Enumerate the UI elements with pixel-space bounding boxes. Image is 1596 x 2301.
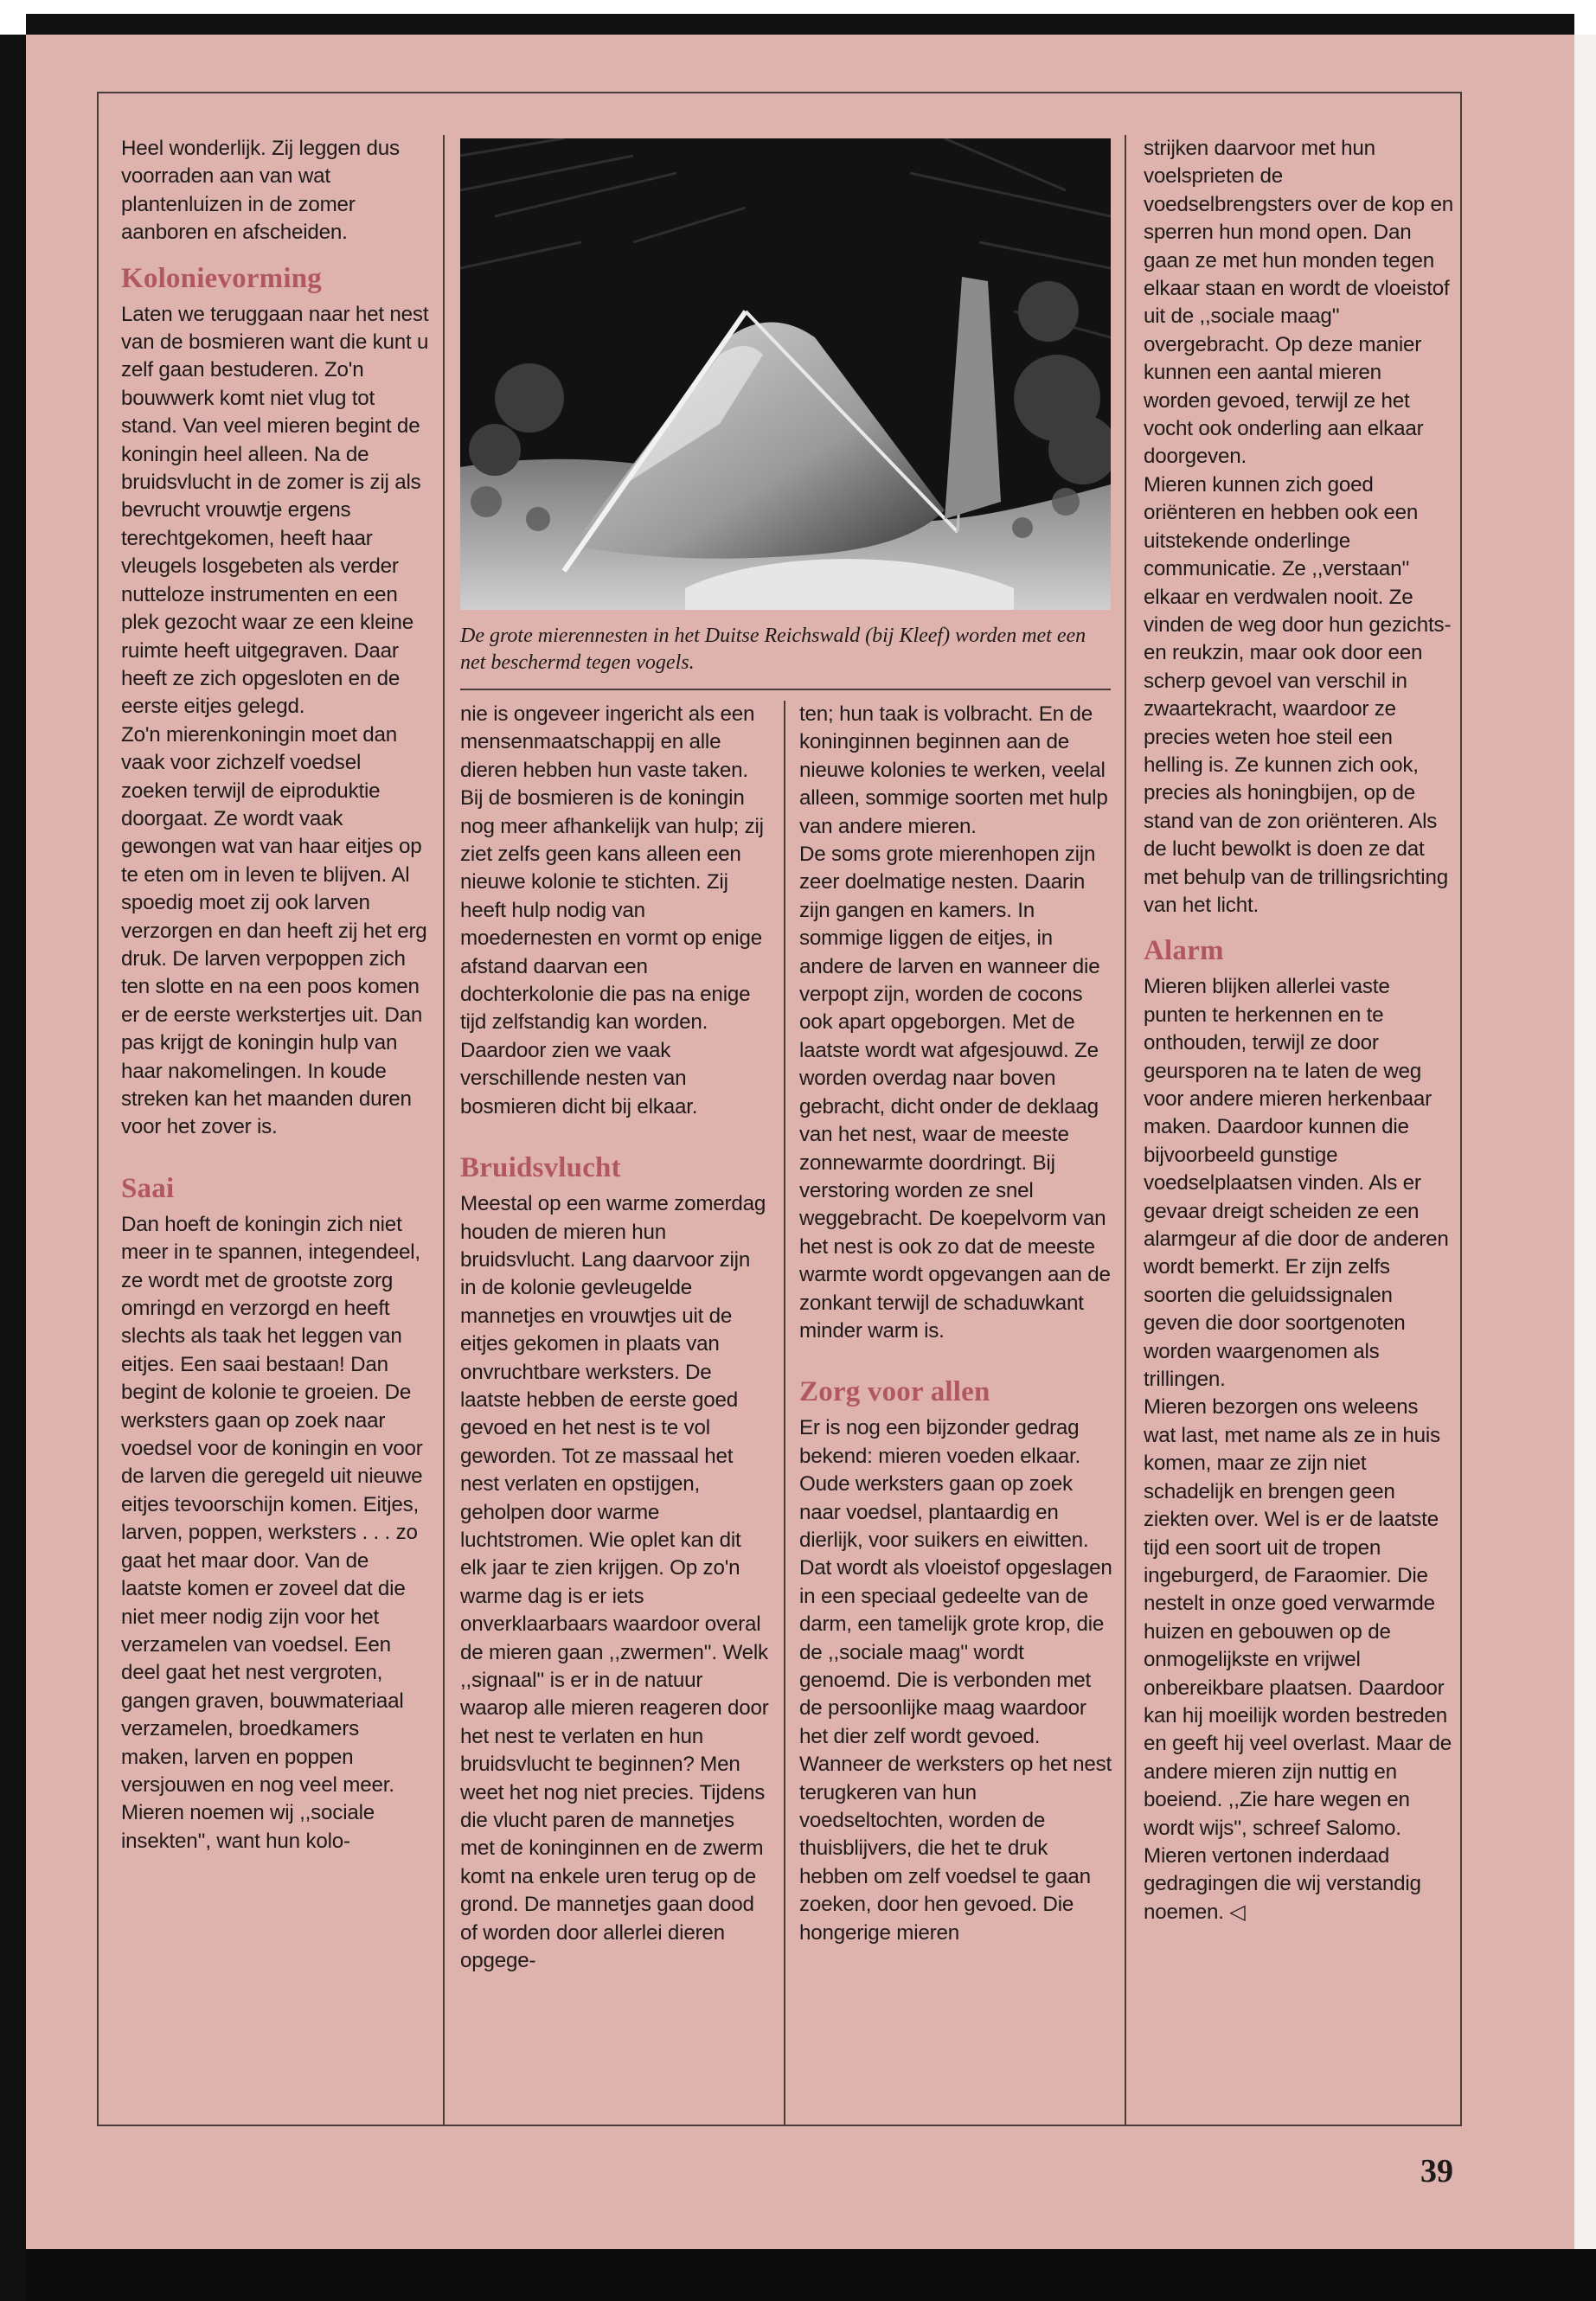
photo-caption: De grote mierennesten in het Duitse Reichswald (bij Kleef) worden met een net beschermd tegen vogels. (460, 625, 1086, 674)
paragraph: Mieren blijken allerlei vaste punten te herkennen en te onthouden, terwijl ze door geursporen na te laten de weg voor andere mieren herkenbaar maken. Daardoor kunnen die bijvoorbeeld gunstige voedselplaatsen vinden. Als er gevaar dreigt scheiden ze een alarmgeur af die door de anderen wordt bemerkt. Er zijn zelfs soorten die geluidssignalen geven die door soortgenoten worden waargenomen als trillingen. (1144, 975, 1449, 1392)
text-column-4 (1144, 135, 1453, 1926)
paragraph: Zo'n mierenkoningin moet dan vaak voor zichzelf voedsel zoeken terwijl de eiproduktie doorgaat. Ze wordt vaak gewongen wat van haar eitjes op te eten om in leven te blijven. Al spoedig moet zij ook larven verzorgen en dan heeft zij het erg druk. De larven verpoppen zich ten slotte en na een poos komen er de eerste werkstertjes uit. Dan pas krijgt de koningin hulp van haar nakomelingen. In koude streken kan het maanden duren voor het zover is. (121, 722, 427, 1139)
paragraph: Mieren kunnen zich goed oriënteren en hebben ook een uitstekende onderlinge communicatie. Ze ,,verstaan'' elkaar en verdwalen nooit. Ze vinden de weg door hun gezichts- en reukzin, maar ook door een scherp gevoel van verschil in zwaartekracht, waardoor ze precies weten hoe steil een helling is. Ze kunnen zich ook, precies als honingbijen, op de stand van de zon oriënteren. Als de lucht bewolkt is doen ze dat met behulp van de trillingsrichting van het licht. (1144, 472, 1452, 917)
paragraph: Dan hoeft de koningin zich niet meer in te spannen, integendeel, ze wordt met de grootste zorg omringd en verzorgd en heeft slechts als taak het leggen van eitjes. Een saai bestaan! Dan begint de kolonie te groeien. De werksters gaan op zoek naar voedsel voor de koningin en voor de larven die geregeld uit nieuwe eitjes tevoorschijn komen. Eitjes, larven, poppen, werksters . . . zo gaat het maar door. Van de laatste komen er zoveel dat die niet meer nodig zijn voor het verzamelen van voedsel. Een deel gaat het nest vergroten, gangen graven, bouwmateriaal verzamelen, broedkamers maken, larven en poppen versjouwen en nog veel meer. Mieren noemen wij ,,sociale insekten'', want hun kolo- (121, 1212, 423, 1853)
caption-rule (460, 689, 1111, 690)
column-divider (443, 135, 445, 2125)
heading-saai: Saai (121, 1172, 175, 1204)
heading-zorg-voor-allen: Zorg voor allen (799, 1376, 990, 1408)
heading-bruidsvlucht: Bruidsvlucht (460, 1152, 621, 1184)
heading-alarm: Alarm (1144, 935, 1224, 967)
paragraph: strijken daarvoor met hun voelsprieten de voedselbrengsters over de kop en sperren hun mond open. Dan gaan ze met hun monden tegen elkaar staan en wordt de vloeistof uit de ,,sociale maag'' overgebracht. Op deze manier kunnen een aantal mieren worden gevoed, terwijl ze het vocht ook onderling aan elkaar doorgeven. (1144, 137, 1453, 469)
paragraph: Meestal op een warme zomerdag houden de mieren hun bruidsvlucht. Lang daarvoor zijn in de kolonie gevleugelde mannetjes en vrouwtjes uit de eitjes gekomen in plaats van onvruchtbare werksters. De laatste hebben de eerste goed gevoed en het nest is te vol geworden. Tot ze massaal het nest verlaten en opstijgen, geholpen door warme luchtstromen. Wie oplet kan dit elk jaar te zien krijgen. Op zo'n warme dag is er iets onverklaarbaars waardoor overal de mieren gaan ,,zwermen''. Welk ,,signaal'' is er in de natuur waarop alle mieren reageren door het nest te verlaten en hun bruidsvlucht te beginnen? Men weet het nog niet precies. Tijdens die vlucht paren de mannetjes met de koninginnen en de zwerm komt na enkele uren terug op de grond. De mannetjes gaan dood of worden door allerlei dieren opgege- (460, 1192, 769, 1973)
paragraph: De soms grote mierenhopen zijn zeer doelmatige nesten. Daarin zijn gangen en kamers. In sommige liggen de eitjes, in andere de larven en wanneer die verpopt zijn, worden de cocons ook apart opgeborgen. Met de laatste wordt wat afgesjouwd. Ze worden overdag naar boven gebracht, dicht onder de deklaag van het nest, waar de meeste zonnewarmte doordringt. Bij verstoring worden ze snel weggebracht. De koepelvorm van het nest is ook zo dat de meeste warmte wordt opgevangen aan de zonkant terwijl de schaduwkant minder warm is. (799, 843, 1111, 1343)
paragraph: Er is nog een bijzonder gedrag bekend: mieren voeden elkaar. Oude werksters gaan op zoek naar voedsel, plantaardig en dierlijk, voor suikers en eiwitten. Dat wordt als vloeistof opgeslagen in een speciaal gedeelte van de darm, een tamelijk grote krop, die de ,,sociale maag'' wordt genoemd. Die is verbonden met de persoonlijke maag waardoor het dier zelf wordt gevoed. Wanneer de werksters op het nest terugkeren van hun voedseltochten, worden de thuisblijvers, die het te druk hebben om zelf voedsel te gaan zoeken, door hen gevoed. Die hongerige mieren (799, 1416, 1112, 1945)
scan-left-edge (0, 35, 26, 2301)
scan-top-edge (0, 0, 1596, 35)
heading-kolonievorming: Kolonievorming (121, 262, 322, 294)
paragraph: Laten we teruggaan naar het nest van de bosmieren want die kunt u zelf gaan bestuderen. Zo'n bouwwerk komt niet vlug tot stand. Van veel mieren begint de koningin heel alleen. Na de bruidsvlucht in de zomer is zij als bevrucht vrouwtje ergens terechtgekomen, heeft haar vleugels losgebeten als verder nutteloze instrumenten en een plek gezocht waar ze een kleine ruimte heeft uitgegraven. Daar heeft ze zich opgesloten en de eerste eitjes gelegd. (121, 302, 429, 719)
anthill-photo (460, 138, 1111, 610)
page-number: 39 (1420, 2153, 1453, 2189)
paragraph: Mieren bezorgen ons weleens wat last, met name als ze in huis komen, maar ze zijn niet schadelijk en brengen geen ziekten over. Wel is er de laatste tijd een soort uit de tropen ingeburgerd, de Faraomier. Die nestelt in onze goed verwarmde huizen en gebouwen op de onmogelijkste en vrijwel onbereikbare plaatsen. Daardoor kan hij moeilijk worden bestreden en geeft hij veel overlast. Maar de andere mieren zijn nuttig en boeiend. ,,Zie hare wegen en wordt wijs'', schreef Salomo. Mieren vertonen inderdaad gedragingen die wij verstandig noemen. ◁ (1144, 1395, 1452, 1924)
paragraph: ten; hun taak is volbracht. En de koninginnen beginnen aan de nieuwe kolonies te werken, veelal alleen, sommige soorten met hulp van andere mieren. (799, 702, 1108, 838)
paragraph: Heel wonderlijk. Zij leggen dus voorraden aan van wat plantenluizen in de zomer aanboren en afscheiden. (121, 137, 400, 245)
column-divider (784, 701, 785, 2125)
text-column-3 (799, 701, 1114, 1947)
scan-bottom-edge (26, 2249, 1596, 2301)
text-column-2 (460, 701, 772, 1975)
text-column-1 (121, 135, 429, 1856)
paragraph: nie is ongeveer ingericht als een mensenmaatschappij en alle dieren hebben hun vaste taken. Bij de bosmieren is de koningin nog meer afhankelijk van hulp; zij ziet zelfs geen kans alleen een nieuwe kolonie te stichten. Zij heeft hulp nodig van moedernesten en vormt op enige afstand daarvan een dochterkolonie die pas na enige tijd zelfstandig kan worden. Daardoor zien we vaak verschillende nesten van bosmieren dicht bij elkaar. (460, 702, 764, 1118)
column-divider (1125, 135, 1126, 2125)
